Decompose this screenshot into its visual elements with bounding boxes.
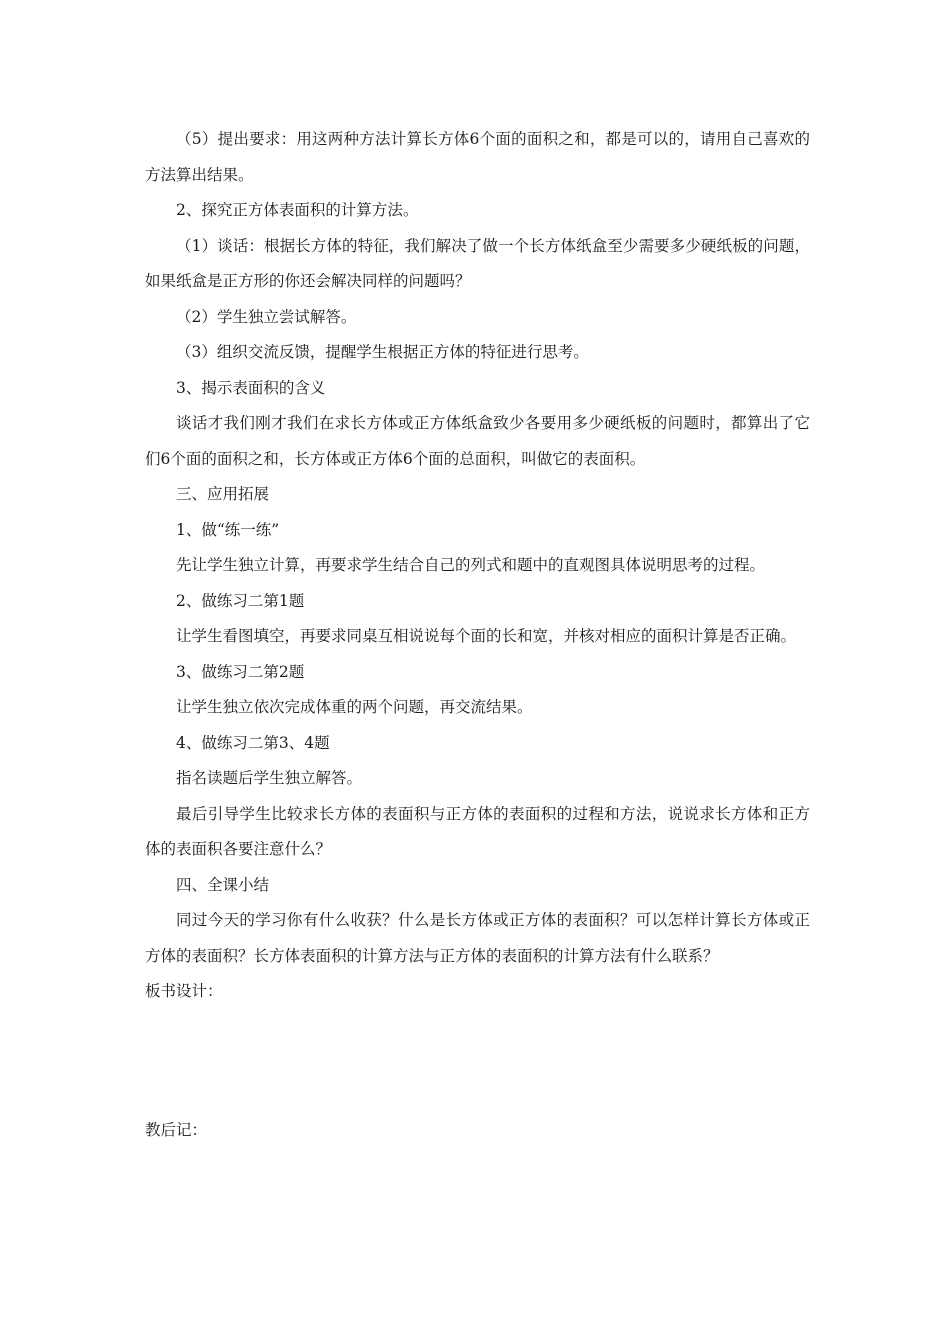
paragraph-surface-area-definition: 谈话才我们刚才我们在求长方体或正方体纸盒致少各要用多少硬纸板的问题时，都算出了它们6个面的面积之和，长方体或正方体6个面的总面积，叫做它的表面积。	[145, 414, 810, 468]
heading-exercise-2-q3-4: 4、做练习二第3、4题	[176, 733, 330, 752]
after-class-label: 教后记：	[145, 1120, 208, 1139]
board-design-space	[145, 1010, 810, 1113]
heading-practice-1: 1、做“练一练”	[176, 520, 280, 539]
paragraph-exercise-2-q2: 让学生独立依次完成体重的两个问题，再交流结果。	[176, 698, 533, 716]
paragraph-feedback: （3）组织交流反馈，提醒学生根据正方体的特征进行思考。	[176, 343, 589, 361]
paragraph-summary: 同过今天的学习你有什么收获？什么是长方体或正方体的表面积？可以怎样计算长方体或正方体的表面积？长方体表面积的计算方法与正方体的表面积的计算方法有什么联系？	[145, 911, 810, 965]
paragraph-step-5-requirement: （5）提出要求：用这两种方法计算长方体6个面的面积之和，都是可以的，请用自己喜欢的方法算出结果。	[145, 130, 810, 184]
heading-surface-area-meaning: 3、揭示表面积的含义	[176, 378, 326, 397]
paragraph-exercise-2-q3-4: 指名读题后学生独立解答。	[176, 769, 363, 787]
heading-cube-surface-area-method: 2、探究正方体表面积的计算方法。	[176, 201, 419, 219]
document-body	[145, 122, 810, 1148]
paragraph-students-try: （2）学生独立尝试解答。	[176, 307, 357, 326]
paragraph-compare-methods: 最后引导学生比较求长方体的表面积与正方体的表面积的过程和方法，说说求长方体和正方体的表面积各要注意什么？	[145, 804, 810, 858]
heading-summary: 四、全课小结	[176, 875, 270, 894]
heading-exercise-2-q2: 3、做练习二第2题	[176, 662, 305, 681]
board-design-label: 板书设计：	[145, 982, 223, 1000]
heading-exercise-2-q1: 2、做练习二第1题	[176, 591, 305, 610]
heading-application: 三、应用拓展	[176, 485, 270, 503]
paragraph-practice-1: 先让学生独立计算，再要求学生结合自己的列式和题中的直观图具体说明思考的过程。	[176, 556, 766, 574]
paragraph-exercise-2-q1: 让学生看图填空，再要求同桌互相说说每个面的长和宽，并核对相应的面积计算是否正确。	[176, 627, 797, 645]
paragraph-cube-talk: （1）谈话：根据长方体的特征，我们解决了做一个长方体纸盒至少需要多少硬纸板的问题，如果纸盒是正方形的你还会解决同样的问题吗？	[145, 236, 810, 290]
